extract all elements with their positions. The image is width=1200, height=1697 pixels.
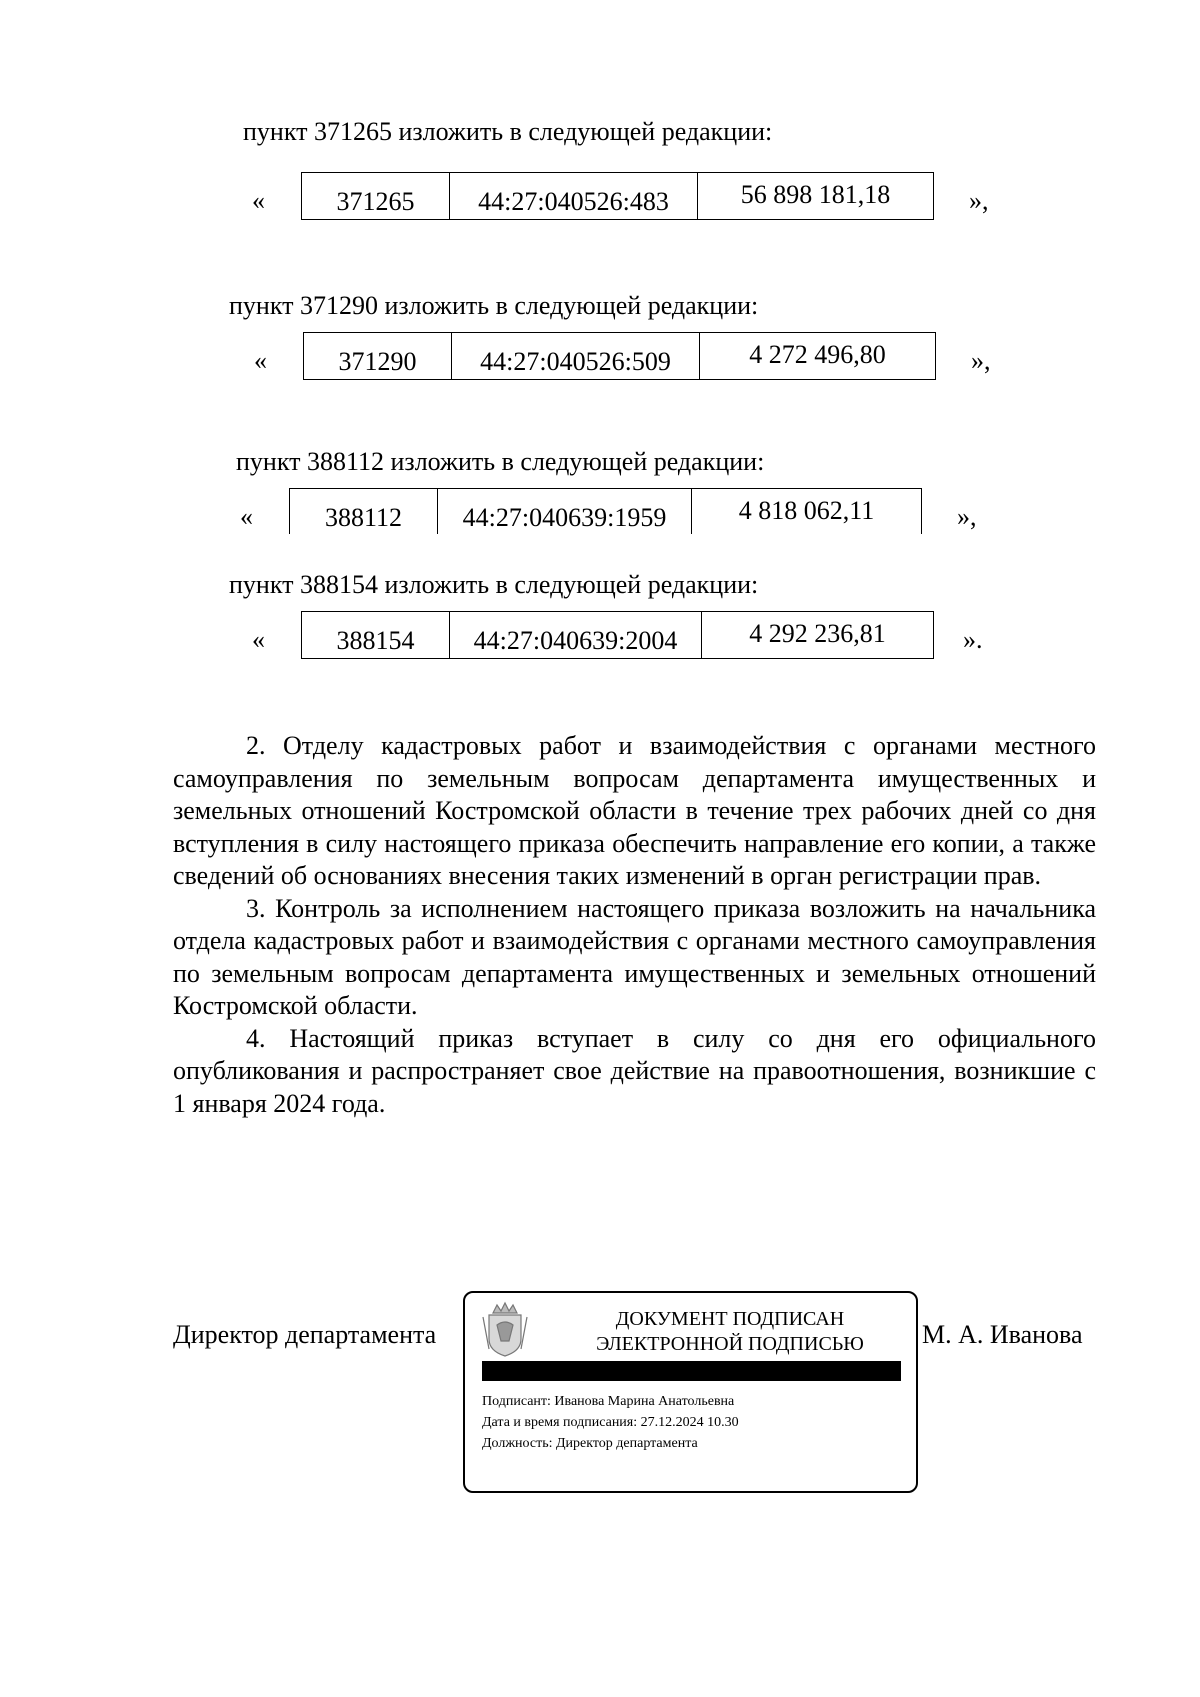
point-number-cell: 388154 — [302, 612, 450, 658]
signer-name: М. А. Иванова — [922, 1320, 1083, 1349]
close-quote: ». — [963, 625, 983, 654]
signer-position: Директор департамента — [173, 1320, 437, 1349]
certificate-redaction-bar — [482, 1361, 901, 1381]
close-quote: », — [971, 346, 991, 375]
stamp-role: Должность: Директор департамента — [482, 1436, 698, 1451]
open-quote: « — [252, 186, 265, 215]
cadastral-number-cell: 44:27:040526:509 — [452, 333, 700, 379]
amendment-intro: пункт 371290 изложить в следующей редакции: — [229, 291, 759, 320]
cadastral-number-cell: 44:27:040639:2004 — [450, 612, 702, 658]
cadastral-value-cell: 56 898 181,18 — [698, 173, 934, 219]
amendment-row — [303, 332, 936, 380]
cadastral-value-cell: 4 818 062,11 — [692, 489, 922, 534]
paragraph-3: 3. Контроль за исполнением настоящего приказа возложить на начальника отдела кадастровых работ и взаимодействия с органами местного самоуправления по земельным вопросам департамента имущественных и земельных отношений Костромской области. — [173, 893, 1096, 1020]
stamp-title — [565, 1307, 895, 1357]
stamp-signer: Подписант: Иванова Марина Анатольевна — [482, 1394, 735, 1409]
paragraph-2: 2. Отделу кадастровых работ и взаимодействия с органами местного самоуправления по земельным вопросам департамента имущественных и земельных отношений Костромской области в течение трех рабочих дней со дня вступления в силу настоящего приказа обеспечить направление его копии, а также сведений об основаниях внесения таких изменений в орган регистрации прав. — [173, 731, 1096, 890]
amendment-row — [289, 488, 922, 534]
amendment-row — [301, 611, 934, 659]
amendment-intro: пункт 371265 изложить в следующей редакции: — [243, 117, 773, 146]
open-quote: « — [254, 346, 267, 375]
close-quote: », — [957, 502, 977, 531]
cadastral-number-cell: 44:27:040639:1959 — [438, 489, 692, 534]
coat-of-arms-icon — [479, 1299, 531, 1359]
stamp-title-line: ДОКУМЕНТ ПОДПИСАН — [615, 1308, 845, 1330]
close-quote: », — [969, 186, 989, 215]
stamp-datetime: Дата и время подписания: 27.12.2024 10.30 — [482, 1415, 739, 1430]
order-body — [173, 730, 1096, 1120]
point-number-cell: 371290 — [304, 333, 452, 379]
amendment-intro: пункт 388154 изложить в следующей редакции: — [229, 570, 759, 599]
cadastral-value-cell: 4 292 236,81 — [702, 612, 934, 658]
stamp-title-line: ЭЛЕКТРОННОЙ ПОДПИСЬЮ — [596, 1333, 864, 1355]
electronic-signature-stamp — [463, 1291, 918, 1493]
point-number-cell: 371265 — [302, 173, 450, 219]
amendment-row — [301, 172, 934, 220]
cadastral-number-cell: 44:27:040526:483 — [450, 173, 698, 219]
open-quote: « — [240, 502, 253, 531]
point-number-cell: 388112 — [290, 489, 438, 534]
paragraph-4: 4. Настоящий приказ вступает в силу со дня его официального опубликования и распространяет свое действие на правоотношения, возникшие с 1 января 2024 года. — [173, 1023, 1096, 1118]
cadastral-value-cell: 4 272 496,80 — [700, 333, 936, 379]
open-quote: « — [252, 625, 265, 654]
amendment-intro: пункт 388112 изложить в следующей редакции: — [236, 447, 765, 476]
stamp-details — [482, 1391, 739, 1454]
